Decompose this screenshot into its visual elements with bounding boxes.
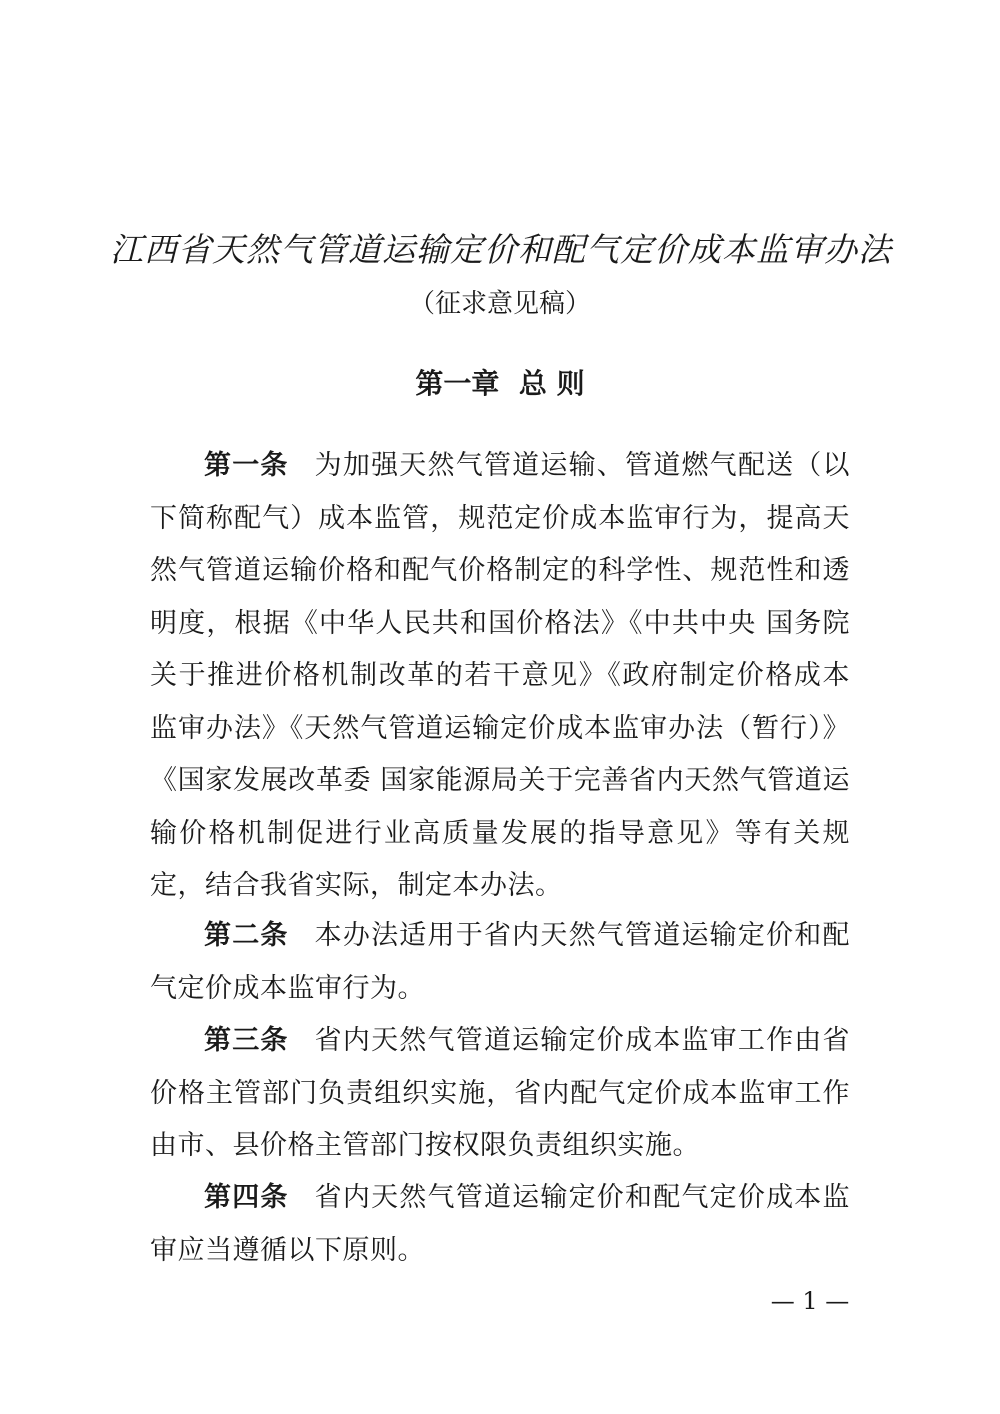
article-1 — [150, 440, 850, 913]
document-subtitle: （征求意见稿） — [408, 289, 591, 319]
page-number: — 1 — — [770, 1287, 850, 1315]
article-text: 本办法适用于省内天然气管道运输定价和配气定价成本监审行为。 — [150, 920, 851, 1004]
article-text: 为加强天然气管道运输、管道燃气配送（以下简称配气）成本监管，规范定价成本监审行为，提高天然气管道运输价格和配气价格制定的科学性、规范性和透明度，根据《中华人民共和国价格法》《中共中央 国务院关于推进价格机制改革的若干意见》《政府制定价格成本监审办法》《天然气管道运输定价成本监审办法（暂行）》《国家发展改革委 国家能源局关于完善省内天然气管道运输价格机制促进行业高质量发展的指导意见》等有关规定，结合我省实际，制定本办法。 — [150, 450, 851, 901]
article-label: 第二条 — [204, 920, 289, 951]
article-3 — [150, 1015, 850, 1173]
article-label: 第三条 — [204, 1025, 289, 1056]
article-4 — [150, 1172, 850, 1277]
article-label: 第一条 — [204, 450, 289, 481]
article-text: 省内天然气管道运输定价和配气定价成本监审应当遵循以下原则。 — [150, 1182, 851, 1266]
article-text: 省内天然气管道运输定价成本监审工作由省价格主管部门负责组织实施，省内配气定价成本监审工作由市、县价格主管部门按权限负责组织实施。 — [150, 1025, 851, 1161]
article-2 — [150, 910, 850, 1015]
document-title: 江西省天然气管道运输定价和配气定价成本监审办法 — [110, 230, 892, 269]
chapter-heading: 第一章 总 则 — [415, 367, 585, 400]
article-label: 第四条 — [204, 1182, 289, 1213]
